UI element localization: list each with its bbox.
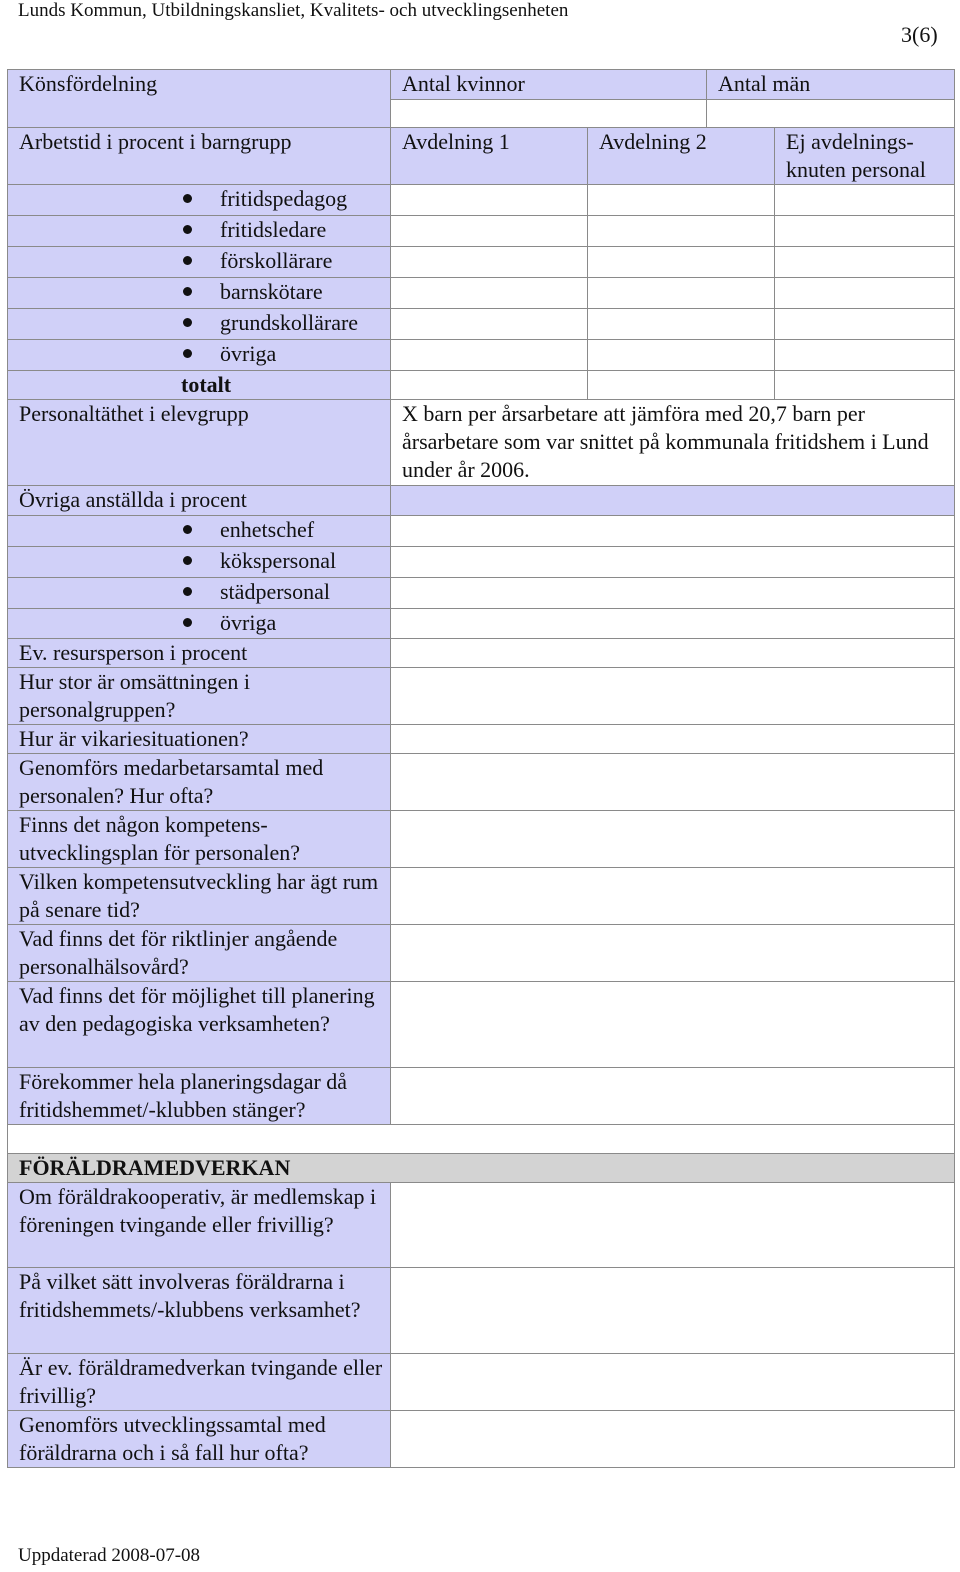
role-row	[8, 278, 955, 309]
parent-question-answer[interactable]	[391, 1268, 955, 1354]
col-ej-avdelningsknuten: Ej avdelnings-knuten personal	[775, 128, 955, 185]
role-value-avd2[interactable]	[588, 278, 775, 309]
question-answer[interactable]	[391, 639, 955, 668]
question-answer[interactable]	[391, 725, 955, 754]
parent-question-label: Om föräldrakooperativ, är medlemskap i föreningen tvingande eller frivillig?	[8, 1183, 391, 1268]
question-row	[8, 639, 955, 668]
parent-question-answer[interactable]	[391, 1183, 955, 1268]
question-row	[8, 754, 955, 811]
page-number: 3(6)	[901, 22, 938, 47]
parent-question-row	[8, 1268, 955, 1354]
question-row	[8, 925, 955, 982]
role-value-ej[interactable]	[775, 278, 955, 309]
staff-form-table	[7, 69, 955, 1468]
question-answer[interactable]	[391, 811, 955, 868]
question-label: Genomförs medarbetarsamtal med personalen? Hur ofta?	[8, 754, 391, 811]
other-staff-role-label: enhetschef	[220, 517, 315, 542]
role-row	[8, 309, 955, 340]
question-answer[interactable]	[391, 754, 955, 811]
question-answer[interactable]	[391, 925, 955, 982]
total-value-avd2[interactable]	[588, 371, 775, 400]
other-staff-label: Övriga anställda i procent	[8, 486, 391, 516]
bullet-icon	[183, 225, 192, 234]
other-staff-row	[8, 486, 955, 516]
bullet-icon	[183, 587, 192, 596]
bullet-icon	[183, 556, 192, 565]
other-staff-role-value[interactable]	[391, 578, 955, 609]
total-value-avd1[interactable]	[391, 371, 588, 400]
men-header: Antal män	[707, 70, 954, 100]
question-label: Vad finns det för möjlighet till planering av den pedagogiska verksamheten?	[8, 982, 391, 1068]
question-label: Förekommer hela planeringsdagar då fritidshemmet/-klubben stänger?	[8, 1068, 391, 1125]
role-value-avd2[interactable]	[588, 185, 775, 216]
role-row	[8, 340, 955, 371]
spacer-cell	[8, 1125, 955, 1154]
parents-section-row	[8, 1154, 955, 1183]
other-staff-role-value[interactable]	[391, 516, 955, 547]
parent-question-label: Är ev. föräldramedverkan tvingande eller frivillig?	[8, 1354, 391, 1411]
bullet-icon	[183, 256, 192, 265]
question-row	[8, 1068, 955, 1125]
col-avdelning-1: Avdelning 1	[391, 128, 588, 185]
women-value[interactable]	[391, 100, 706, 127]
role-value-ej[interactable]	[775, 247, 955, 278]
role-label: övriga	[220, 341, 277, 366]
question-row	[8, 725, 955, 754]
total-label: totalt	[8, 371, 391, 400]
other-staff-role-label: städpersonal	[220, 579, 330, 604]
men-cell[interactable]	[707, 70, 955, 128]
question-label: Vad finns det för riktlinjer angående personalhälsovård?	[8, 925, 391, 982]
role-value-avd2[interactable]	[588, 247, 775, 278]
other-staff-role-row	[8, 516, 955, 547]
role-value-avd2[interactable]	[588, 340, 775, 371]
role-label: förskollärare	[220, 248, 333, 273]
bullet-icon	[183, 194, 192, 203]
bullet-icon	[183, 318, 192, 327]
other-staff-role-row	[8, 578, 955, 609]
question-label: Hur är vikariesituationen?	[8, 725, 391, 754]
role-value-avd1[interactable]	[391, 278, 588, 309]
parent-question-answer[interactable]	[391, 1354, 955, 1411]
bullet-icon	[183, 287, 192, 296]
spacer-row	[8, 1125, 955, 1154]
question-row	[8, 811, 955, 868]
role-value-avd1[interactable]	[391, 340, 588, 371]
role-value-ej[interactable]	[775, 340, 955, 371]
worktime-label: Arbetstid i procent i barngrupp	[8, 128, 391, 185]
role-label: grundskollärare	[220, 310, 359, 335]
gender-row	[8, 70, 955, 128]
role-value-avd2[interactable]	[588, 309, 775, 340]
role-label: fritidsledare	[220, 217, 327, 242]
role-value-avd1[interactable]	[391, 309, 588, 340]
question-label: Hur stor är omsättningen i personalgruppen?	[8, 668, 391, 725]
role-value-ej[interactable]	[775, 216, 955, 247]
other-staff-header-value[interactable]	[391, 486, 955, 516]
bullet-icon	[183, 349, 192, 358]
parent-question-label: Genomförs utvecklingssamtal med föräldrarna och i så fall hur ofta?	[8, 1411, 391, 1468]
role-value-ej[interactable]	[775, 309, 955, 340]
question-label: Vilken kompetensutveckling har ägt rum på senare tid?	[8, 868, 391, 925]
worktime-header-row	[8, 128, 955, 185]
role-label: fritidspedagog	[220, 186, 348, 211]
question-row	[8, 868, 955, 925]
role-row	[8, 216, 955, 247]
document-header: Lunds Kommun, Utbildningskansliet, Kvalitets- och utvecklingsenheten	[18, 0, 569, 21]
role-value-ej[interactable]	[775, 185, 955, 216]
role-value-avd2[interactable]	[588, 216, 775, 247]
parent-question-label: På vilket sätt involveras föräldrarna i fritidshemmets/-klubbens verksamhet?	[8, 1268, 391, 1354]
other-staff-role-row	[8, 547, 955, 578]
parent-question-row	[8, 1183, 955, 1268]
men-value[interactable]	[707, 100, 954, 127]
other-staff-role-label: kökspersonal	[220, 548, 337, 573]
density-row	[8, 400, 955, 486]
parent-question-row	[8, 1354, 955, 1411]
density-label: Personaltäthet i elevgrupp	[8, 400, 391, 486]
role-row	[8, 185, 955, 216]
question-label: Ev. resursperson i procent	[8, 639, 391, 668]
question-answer[interactable]	[391, 868, 955, 925]
women-header: Antal kvinnor	[391, 70, 706, 100]
density-text[interactable]: X barn per årsarbetare att jämföra med 20,7 barn per årsarbetare som var snittet på kommunala fritidshem i Lund under år 2006.	[391, 400, 955, 486]
other-staff-role-value[interactable]	[391, 609, 955, 639]
role-value-avd1[interactable]	[391, 247, 588, 278]
question-answer[interactable]	[391, 982, 955, 1068]
col-avdelning-2: Avdelning 2	[588, 128, 775, 185]
updated-date: Uppdaterad 2008-07-08	[18, 1545, 201, 1566]
bullet-icon	[183, 618, 192, 627]
parent-question-answer[interactable]	[391, 1411, 955, 1468]
question-row	[8, 668, 955, 725]
role-value-avd1[interactable]	[391, 216, 588, 247]
role-value-avd1[interactable]	[391, 185, 588, 216]
women-cell[interactable]	[391, 70, 707, 128]
role-row	[8, 247, 955, 278]
total-value-ej[interactable]	[775, 371, 955, 400]
parent-question-row	[8, 1411, 955, 1468]
other-staff-role-value[interactable]	[391, 547, 955, 578]
question-row	[8, 982, 955, 1068]
total-row	[8, 371, 955, 400]
bullet-icon	[183, 525, 192, 534]
gender-label: Könsfördelning	[8, 70, 391, 128]
other-staff-role-row	[8, 609, 955, 639]
parents-section-heading: FÖRÄLDRAMEDVERKAN	[8, 1154, 955, 1183]
question-label: Finns det någon kompetens-utvecklingsplan för personalen?	[8, 811, 391, 868]
other-staff-role-label: övriga	[220, 610, 277, 635]
question-answer[interactable]	[391, 1068, 955, 1125]
question-answer[interactable]	[391, 668, 955, 725]
role-label: barnskötare	[220, 279, 323, 304]
